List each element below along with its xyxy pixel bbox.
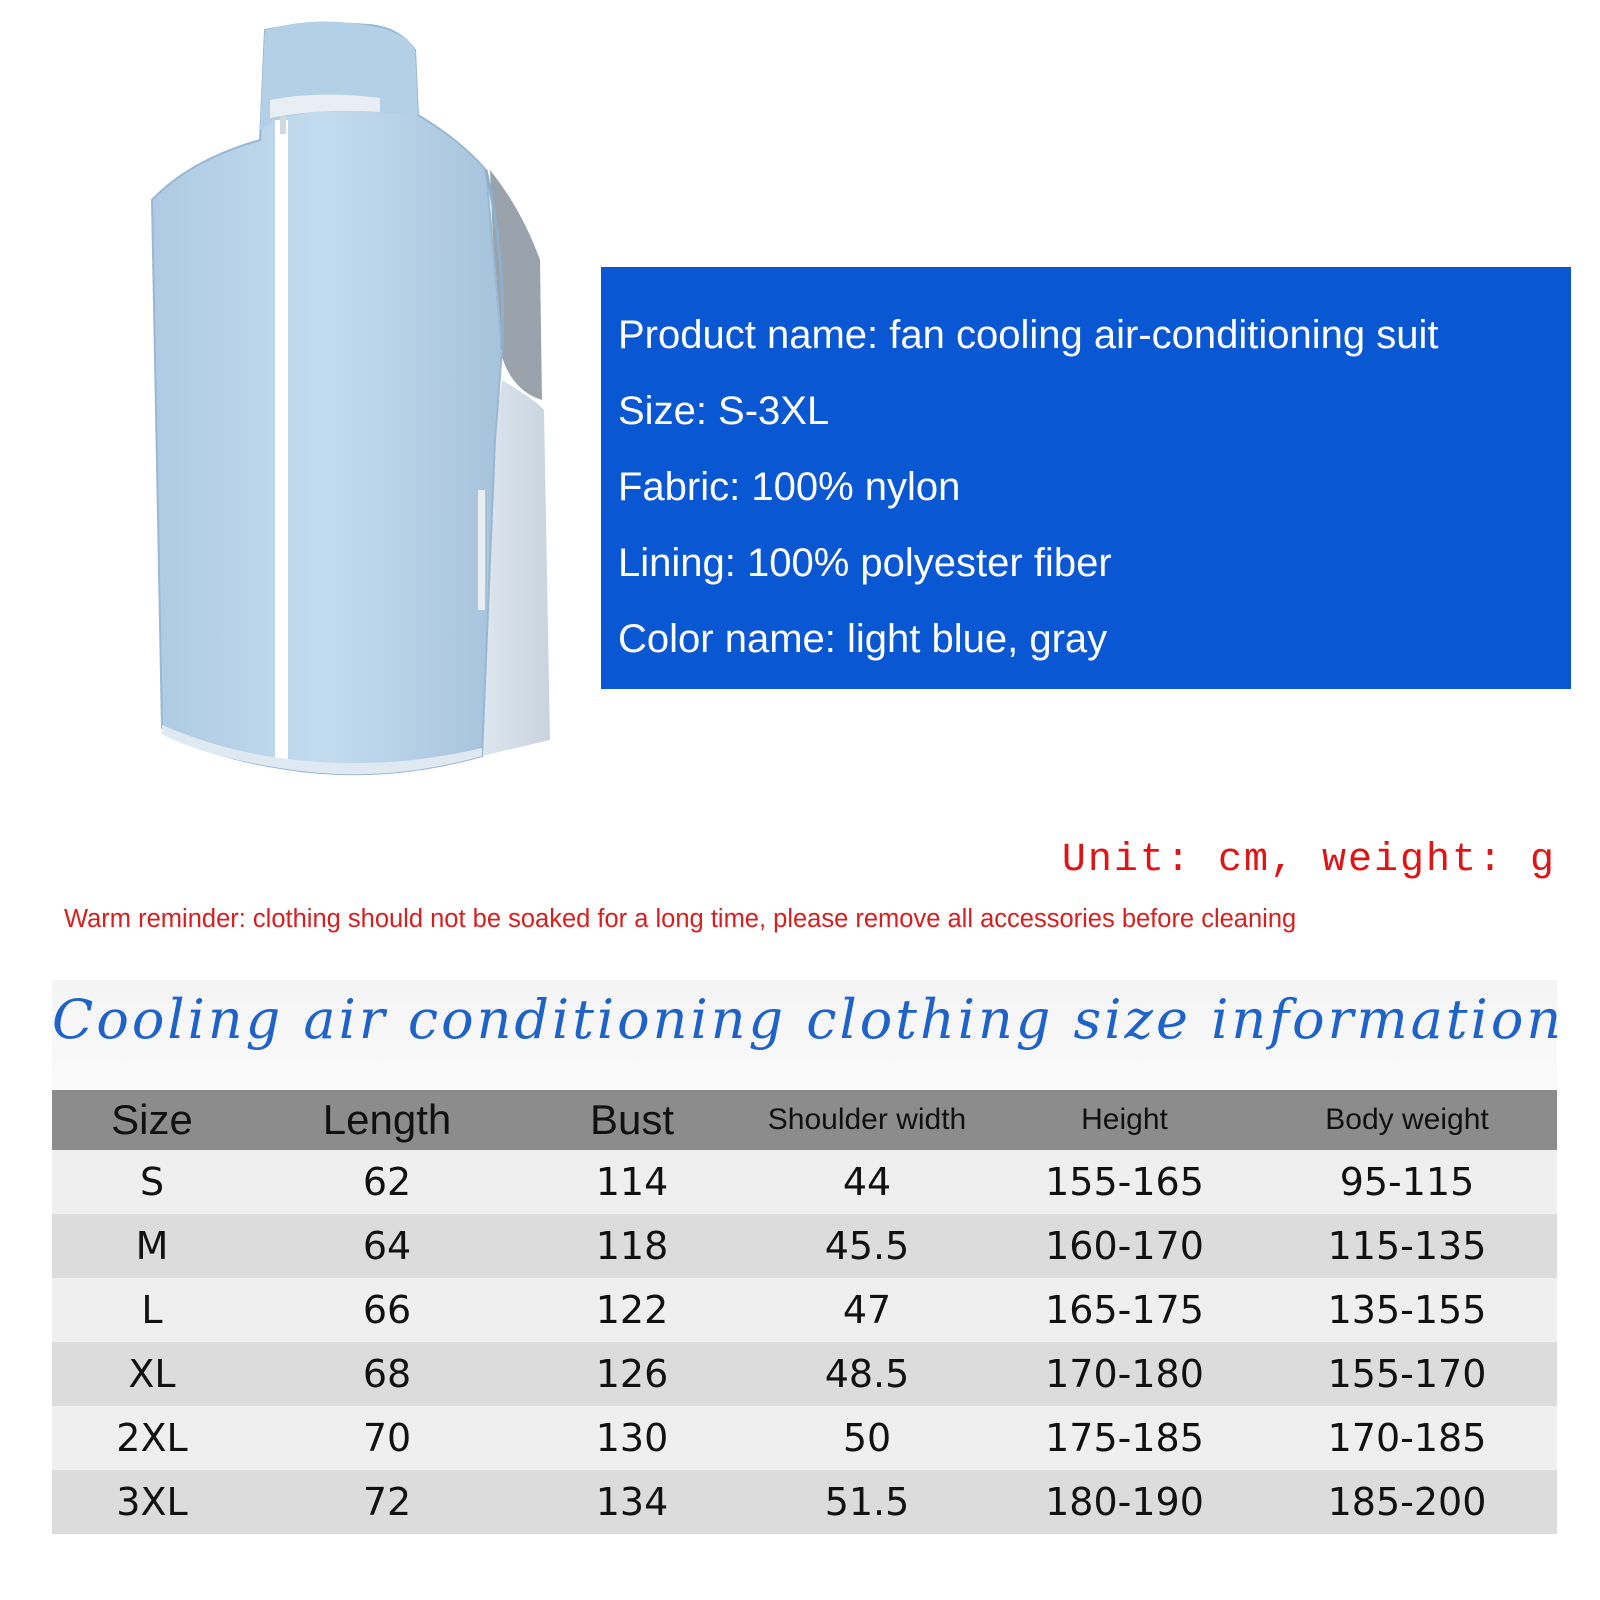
cell-body-weight: 115-135 xyxy=(1257,1214,1557,1278)
product-name-line: Product name: fan cooling air-conditioning suit xyxy=(618,313,1439,357)
cell-body-weight: 135-155 xyxy=(1257,1278,1557,1342)
cell-height: 180-190 xyxy=(992,1470,1257,1534)
table-row xyxy=(52,1406,1557,1470)
cell-size: L xyxy=(52,1278,252,1342)
cell-shoulder-width: 47 xyxy=(742,1278,992,1342)
cell-length: 64 xyxy=(252,1214,522,1278)
fabric-line: Fabric: 100% nylon xyxy=(618,465,961,509)
vest-product-image xyxy=(130,20,590,790)
cell-size: 2XL xyxy=(52,1406,252,1470)
cell-bust: 122 xyxy=(522,1278,742,1342)
color-name-line: Color name: light blue, gray xyxy=(618,617,1108,661)
unit-note: Unit: cm, weight: g xyxy=(1061,838,1556,883)
size-info-card xyxy=(52,980,1565,1533)
header-shoulder-width: Shoulder width xyxy=(742,1090,992,1150)
cell-length: 70 xyxy=(252,1406,522,1470)
size-table xyxy=(52,1090,1557,1534)
cell-length: 68 xyxy=(252,1342,522,1406)
header-bust: Bust xyxy=(522,1090,742,1150)
cell-body-weight: 170-185 xyxy=(1257,1406,1557,1470)
product-info-panel xyxy=(601,267,1571,689)
table-row xyxy=(52,1214,1557,1278)
cell-body-weight: 95-115 xyxy=(1257,1150,1557,1214)
cell-height: 170-180 xyxy=(992,1342,1257,1406)
cell-bust: 126 xyxy=(522,1342,742,1406)
cell-height: 175-185 xyxy=(992,1406,1257,1470)
lining-line: Lining: 100% polyester fiber xyxy=(618,541,1112,585)
header-height: Height xyxy=(992,1090,1257,1150)
cell-length: 62 xyxy=(252,1150,522,1214)
cell-body-weight: 185-200 xyxy=(1257,1470,1557,1534)
header-length: Length xyxy=(252,1090,522,1150)
cell-body-weight: 155-170 xyxy=(1257,1342,1557,1406)
table-header-row xyxy=(52,1090,1557,1150)
cell-bust: 118 xyxy=(522,1214,742,1278)
cell-shoulder-width: 50 xyxy=(742,1406,992,1470)
cell-bust: 130 xyxy=(522,1406,742,1470)
cell-shoulder-width: 48.5 xyxy=(742,1342,992,1406)
size-line: Size: S-3XL xyxy=(618,389,830,433)
warm-reminder-note: Warm reminder: clothing should not be soaked for a long time, please remove all accessories before cleaning xyxy=(64,905,1297,933)
cell-length: 72 xyxy=(252,1470,522,1534)
cell-size: XL xyxy=(52,1342,252,1406)
header-body-weight: Body weight xyxy=(1257,1090,1557,1150)
cell-bust: 134 xyxy=(522,1470,742,1534)
cell-size: M xyxy=(52,1214,252,1278)
cell-height: 155-165 xyxy=(992,1150,1257,1214)
size-table-title: Cooling air conditioning clothing size information xyxy=(52,988,1565,1051)
cell-length: 66 xyxy=(252,1278,522,1342)
cell-height: 165-175 xyxy=(992,1278,1257,1342)
table-row xyxy=(52,1278,1557,1342)
cell-bust: 114 xyxy=(522,1150,742,1214)
header-size: Size xyxy=(52,1090,252,1150)
table-row xyxy=(52,1342,1557,1406)
cell-size: 3XL xyxy=(52,1470,252,1534)
table-row xyxy=(52,1470,1557,1534)
cell-height: 160-170 xyxy=(992,1214,1257,1278)
cell-shoulder-width: 44 xyxy=(742,1150,992,1214)
cell-shoulder-width: 51.5 xyxy=(742,1470,992,1534)
cell-size: S xyxy=(52,1150,252,1214)
cell-shoulder-width: 45.5 xyxy=(742,1214,992,1278)
table-row xyxy=(52,1150,1557,1214)
